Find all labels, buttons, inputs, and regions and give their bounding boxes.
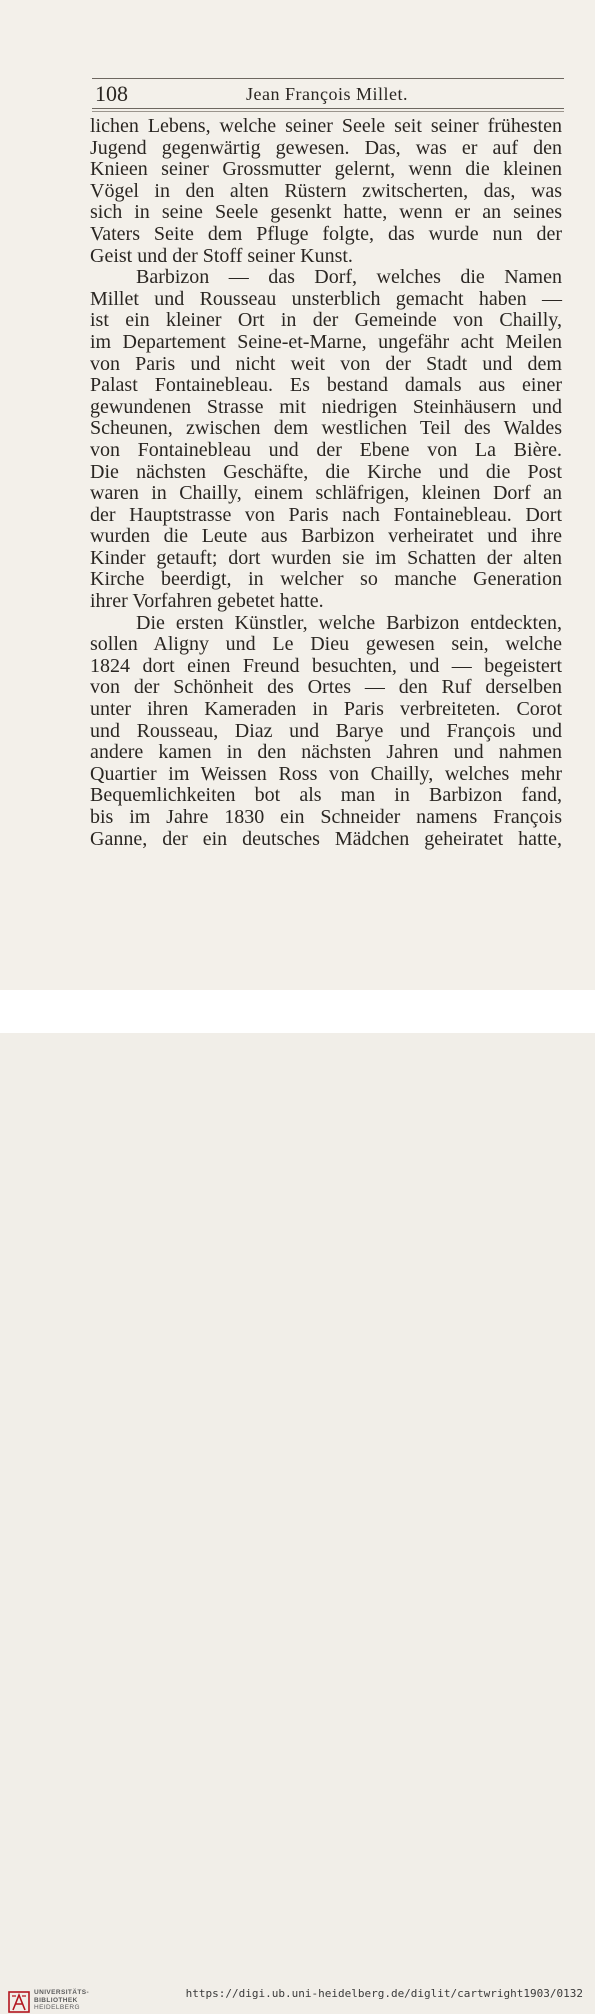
digitization-footer [0, 990, 595, 2011]
text-line: von Fontainebleau und der Ebene von La Bière. [90, 438, 562, 461]
library-name-line: BIBLIOTHEK [34, 1996, 78, 2004]
text-line: sollen Aligny und Le Dieu gewesen sein, welche [90, 633, 562, 656]
page-number: 108 [95, 81, 128, 106]
text-line: ist ein kleiner Ort in der Gemeinde von Chailly, [90, 309, 562, 332]
header-rule-bottom [92, 108, 564, 109]
library-name-line: UNIVERSITÄTS- [34, 1989, 90, 1996]
text-line: Bequemlichkeiten bot als man in Barbizon fand, [90, 784, 562, 807]
text-line: bis im Jahre 1830 ein Schneider namens François [90, 806, 562, 828]
text-line: und Rousseau, Diaz und Barye und François und [90, 719, 562, 742]
permalink-url[interactable]: https://digi.ub.uni-heidelberg.de/diglit/cartwright1903/0132 [185, 1987, 583, 2000]
text-line: Ganne, der ein deutsches Mädchen geheiratet hatte, [90, 827, 562, 850]
text-line: Kinder getauft; dort wurden sie im Schatten der alten [90, 546, 562, 569]
text-line: ihrer Vorfahren gebetet hatte. [90, 590, 324, 613]
header-rule-bottom-thin [92, 111, 564, 112]
running-title: Jean François Millet. [246, 84, 408, 104]
text-line: 1824 dort einen Freund besuchten, und — begeistert [90, 654, 562, 677]
library-name-line: HEIDELBERG [34, 2004, 80, 2011]
text-line: Barbizon — das Dorf, welches die Namen [136, 266, 562, 289]
text-line: Jugend gegenwärtig gewesen. Das, was er auf den [90, 136, 562, 159]
text-line: Palast Fontainebleau. Es bestand damals aus einer [90, 374, 562, 397]
text-line: sich in seine Seele gesenkt hatte, wenn er an seines [90, 201, 562, 224]
text-line: Die ersten Künstler, welche Barbizon entdeckten, [136, 611, 562, 634]
text-line: unter ihren Kameraden in Paris verbreiteten. Corot [90, 698, 562, 721]
text-line: wurden die Leute aus Barbizon verheiratet und ihre [90, 525, 562, 548]
text-line: von der Schönheit des Ortes — den Ruf derselben [90, 676, 562, 699]
text-line: von Paris und nicht weit von der Stadt und dem [90, 352, 562, 375]
library-seal-icon [8, 1990, 30, 2014]
text-line: Geist und der Stoff seiner Kunst. [90, 244, 353, 267]
text-line: Millet und Rousseau unsterblich gemacht haben — [90, 287, 562, 310]
library-name [34, 1989, 89, 2012]
header-rule-top [92, 78, 564, 79]
text-line: lichen Lebens, welche seiner Seele seit seiner frühesten [90, 115, 562, 137]
text-line: gewundenen Strasse mit niedrigen Steinhäusern und [90, 395, 562, 418]
text-line: andere kamen in den nächsten Jahren und nahmen [90, 741, 562, 764]
text-line: Die nächsten Geschäfte, die Kirche und die Post [90, 460, 562, 483]
text-line: Scheunen, zwischen dem westlichen Teil des Waldes [90, 417, 562, 440]
text-line: Vaters Seite dem Pfluge folgte, das wurde nun der [90, 222, 562, 245]
book-page [0, 0, 595, 990]
text-line: Kirche beerdigt, in welcher so manche Generation [90, 568, 562, 591]
text-line: Knieen seiner Grossmutter gelernt, wenn die kleinen [90, 158, 562, 181]
text-line: der Hauptstrasse von Paris nach Fontainebleau. Dort [90, 503, 562, 526]
text-line: waren in Chailly, einem schläfrigen, kleinen Dorf an [90, 482, 562, 505]
text-line: im Departement Seine-et-Marne, ungefähr acht Meilen [90, 330, 562, 353]
page-header [92, 78, 564, 110]
text-line: Vögel in den alten Rüstern zwitscherten, das, was [90, 179, 562, 202]
body-text [90, 116, 562, 850]
text-line: Quartier im Weissen Ross von Chailly, welches mehr [90, 762, 562, 785]
